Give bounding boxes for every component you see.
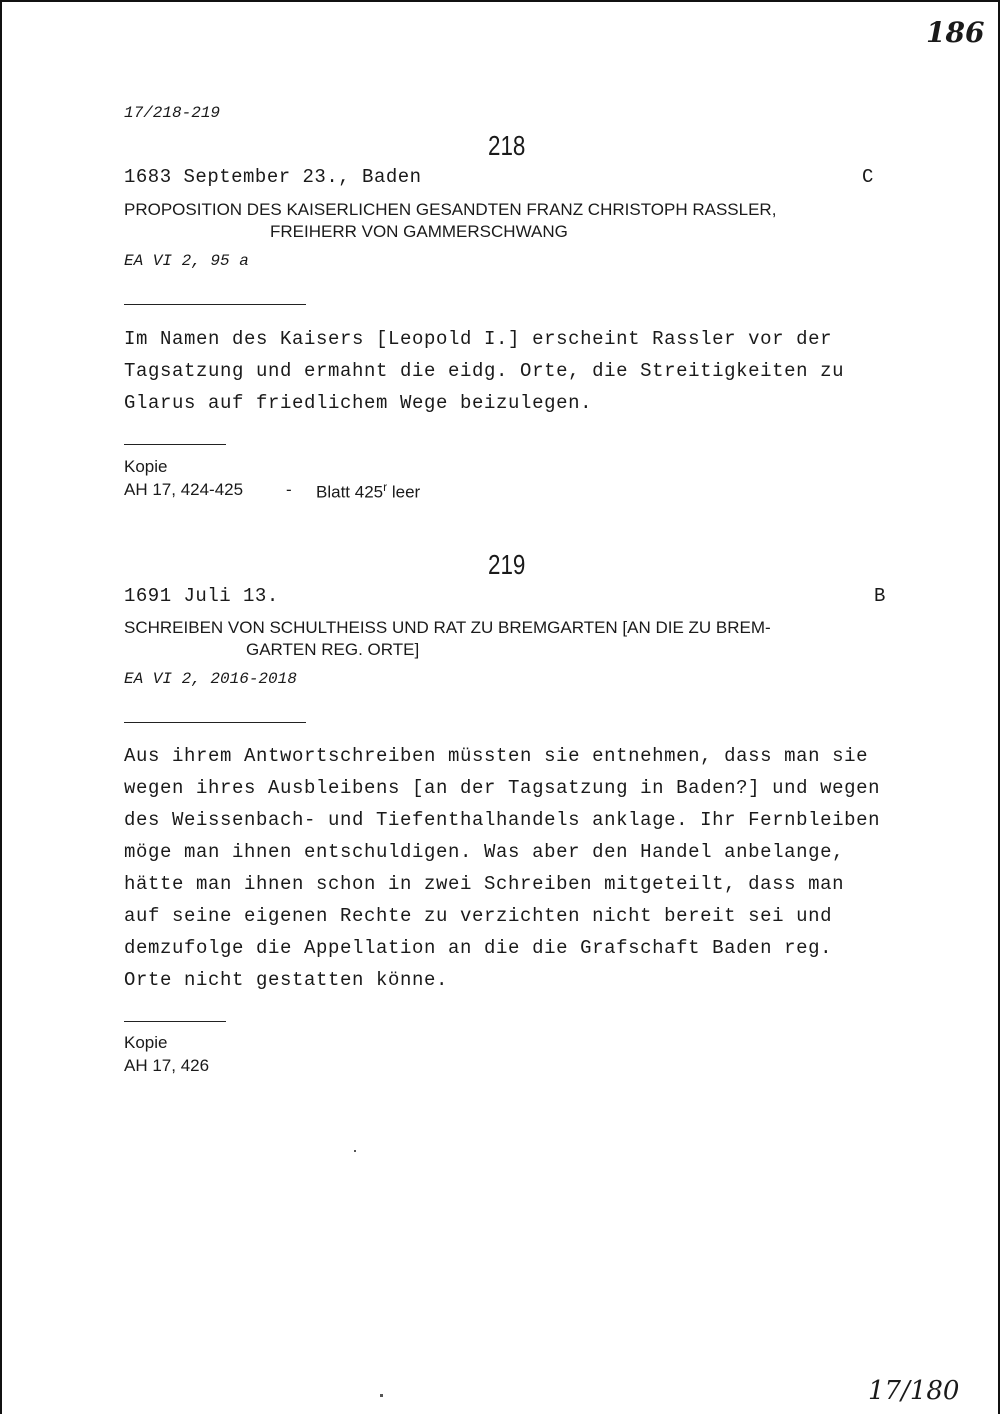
handwritten-folio-mark: 17/180 [868, 1376, 960, 1406]
entry2-body-line: demzufolge die Appellation an die die Grafschaft Baden reg. [124, 937, 833, 959]
entry1-blatt-tail: leer [391, 482, 421, 502]
entry1-copy-label: Kopie [124, 457, 168, 476]
entry2-short-separator [124, 1021, 226, 1022]
entry2-copy-label: Kopie [124, 1033, 168, 1052]
entry2-archive-ref: AH 17, 426 [124, 1056, 210, 1075]
entry1-separator [124, 304, 306, 305]
entry1-dash: - [286, 480, 292, 499]
entry1-source: EA VI 2, 95 a [124, 252, 249, 270]
entry1-heading-line1: PROPOSITION DES KAISERLICHEN GESANDTEN FRANZ CHRISTOPH RASSLER, [124, 200, 777, 219]
entry2-body-line: hätte man ihnen schon in zwei Schreiben mitgeteilt, dass man [124, 873, 845, 895]
entry1-short-separator [124, 444, 226, 445]
entry1-body-line: Tagsatzung und ermahnt die eidg. Orte, die Streitigkeiten zu [124, 360, 845, 382]
entry-number-218: 218 [488, 130, 526, 161]
scan-dot [354, 1150, 356, 1152]
entry1-blatt-text: Blatt 425 [316, 482, 384, 502]
entry1-body-line: Glarus auf friedlichem Wege beizulegen. [124, 392, 593, 414]
entry2-body-line: auf seine eigenen Rechte zu verzichten nicht bereit sei und [124, 905, 833, 927]
entry-number-219: 219 [488, 549, 526, 580]
entry2-body-line: möge man ihnen entschuldigen. Was aber den Handel anbelange, [124, 841, 845, 863]
entry2-body-line: wegen ihres Ausbleibens [an der Tagsatzung in Baden?] und wegen [124, 777, 881, 799]
entry1-body-line: Im Namen des Kaisers [Leopold I.] erscheint Rassler vor der [124, 328, 833, 350]
handwritten-page-number: 186 [926, 16, 985, 49]
entry1-date-place: 1683 September 23., Baden [124, 166, 422, 188]
entry2-date-place: 1691 Juli 13. [124, 585, 279, 607]
entry2-letter: B [874, 585, 886, 607]
entry2-body-line: des Weissenbach- und Tiefenthalhandels anklage. Ihr Fernbleiben [124, 809, 881, 831]
entry1-blatt [316, 480, 420, 503]
entry2-body-line: Aus ihrem Antwortschreiben müssten sie entnehmen, dass man sie [124, 745, 869, 767]
entry1-blatt-sup: r [383, 480, 388, 494]
entry2-heading-line2: GARTEN REG. ORTE] [246, 640, 420, 659]
entry2-separator [124, 722, 306, 723]
entry1-archive-ref: AH 17, 424-425 [124, 480, 244, 499]
entry1-heading-line2: FREIHERR VON GAMMERSCHWANG [270, 222, 568, 241]
entry2-heading-line1: SCHREIBEN VON SCHULTHEISS UND RAT ZU BREMGARTEN [AN DIE ZU BREM- [124, 618, 771, 637]
entry2-body-line: Orte nicht gestatten könne. [124, 969, 449, 991]
entry1-letter: C [862, 166, 874, 188]
scan-dot [380, 1394, 383, 1397]
entry2-source: EA VI 2, 2016-2018 [124, 670, 297, 688]
reference-number: 17/218-219 [124, 104, 221, 122]
